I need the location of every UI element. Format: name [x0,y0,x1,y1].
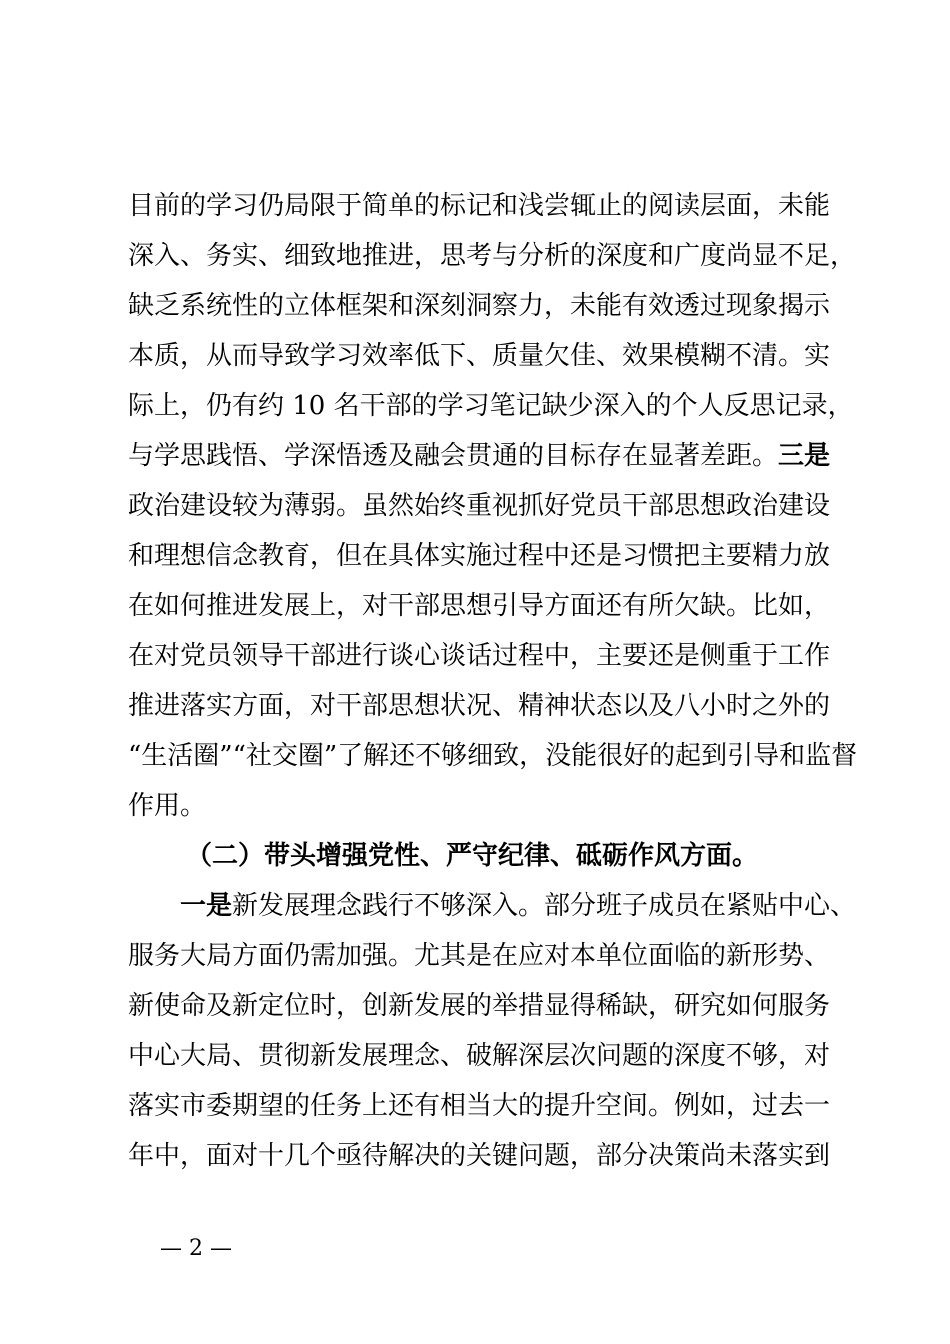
body-text-line: 作用。 [128,791,207,821]
section-heading: （二）带头增强党性、严守纪律、砥砺作风方面。 [186,841,759,871]
body-text-line [128,441,848,471]
body-text-line: 新使命及新定位时，创新发展的举措显得稀缺，研究如何服务 [128,991,831,1021]
body-text-line: 年中，面对十几个亟待解决的关键问题，部分决策尚未落实到 [128,1141,831,1171]
body-text-line: 落实市委期望的任务上还有相当大的提升空间。例如，过去一 [128,1091,831,1121]
body-text-line: 目前的学习仍局限于简单的标记和浅尝辄止的阅读层面，未能 [128,191,831,221]
body-text-line: 在对党员领导干部进行谈心谈话过程中，主要还是侧重于工作 [128,641,831,671]
body-text-line: “生活圈”“社交圈”了解还不够细致，没能很好的起到引导和监督 [128,741,858,771]
body-text-line: 缺乏系统性的立体框架和深刻洞察力，未能有效透过现象揭示 [128,291,831,321]
body-text-line: 中心大局、贯彻新发展理念、破解深层次问题的深度不够，对 [128,1041,831,1071]
body-text-line: 政治建设较为薄弱。虽然始终重视抓好党员干部思想政治建设 [128,491,831,521]
emphasis-text: 一是 [180,891,233,921]
body-text-line [180,891,900,921]
body-text-line: 深入、务实、细致地推进，思考与分析的深度和广度尚显不足， [128,241,857,271]
body-text-line: 本质，从而导致学习效率低下、质量欠佳、效果模糊不清。实 [128,341,831,371]
body-text-line: 服务大局方面仍需加强。尤其是在应对本单位面临的新形势、 [128,941,831,971]
body-text-line: 和理想信念教育，但在具体实施过程中还是习惯把主要精力放 [128,541,831,571]
body-text-line: 际上，仍有约 10 名干部的学习笔记缺少深入的个人反思记录， [128,391,854,421]
page-number: — 2 — [160,1236,232,1261]
body-text-segment: 与学思践悟、学深悟透及融会贯通的目标存在显著差距。 [128,441,779,471]
emphasis-text: 三是 [778,441,831,471]
body-text-segment: 新发展理念践行不够深入。部分班子成员在紧贴中心、 [232,891,857,921]
body-text-line: 在如何推进发展上，对干部思想引导方面还有所欠缺。比如， [128,591,831,621]
body-text-line: 推进落实方面，对干部思想状况、精神状态以及八小时之外的 [128,691,831,721]
